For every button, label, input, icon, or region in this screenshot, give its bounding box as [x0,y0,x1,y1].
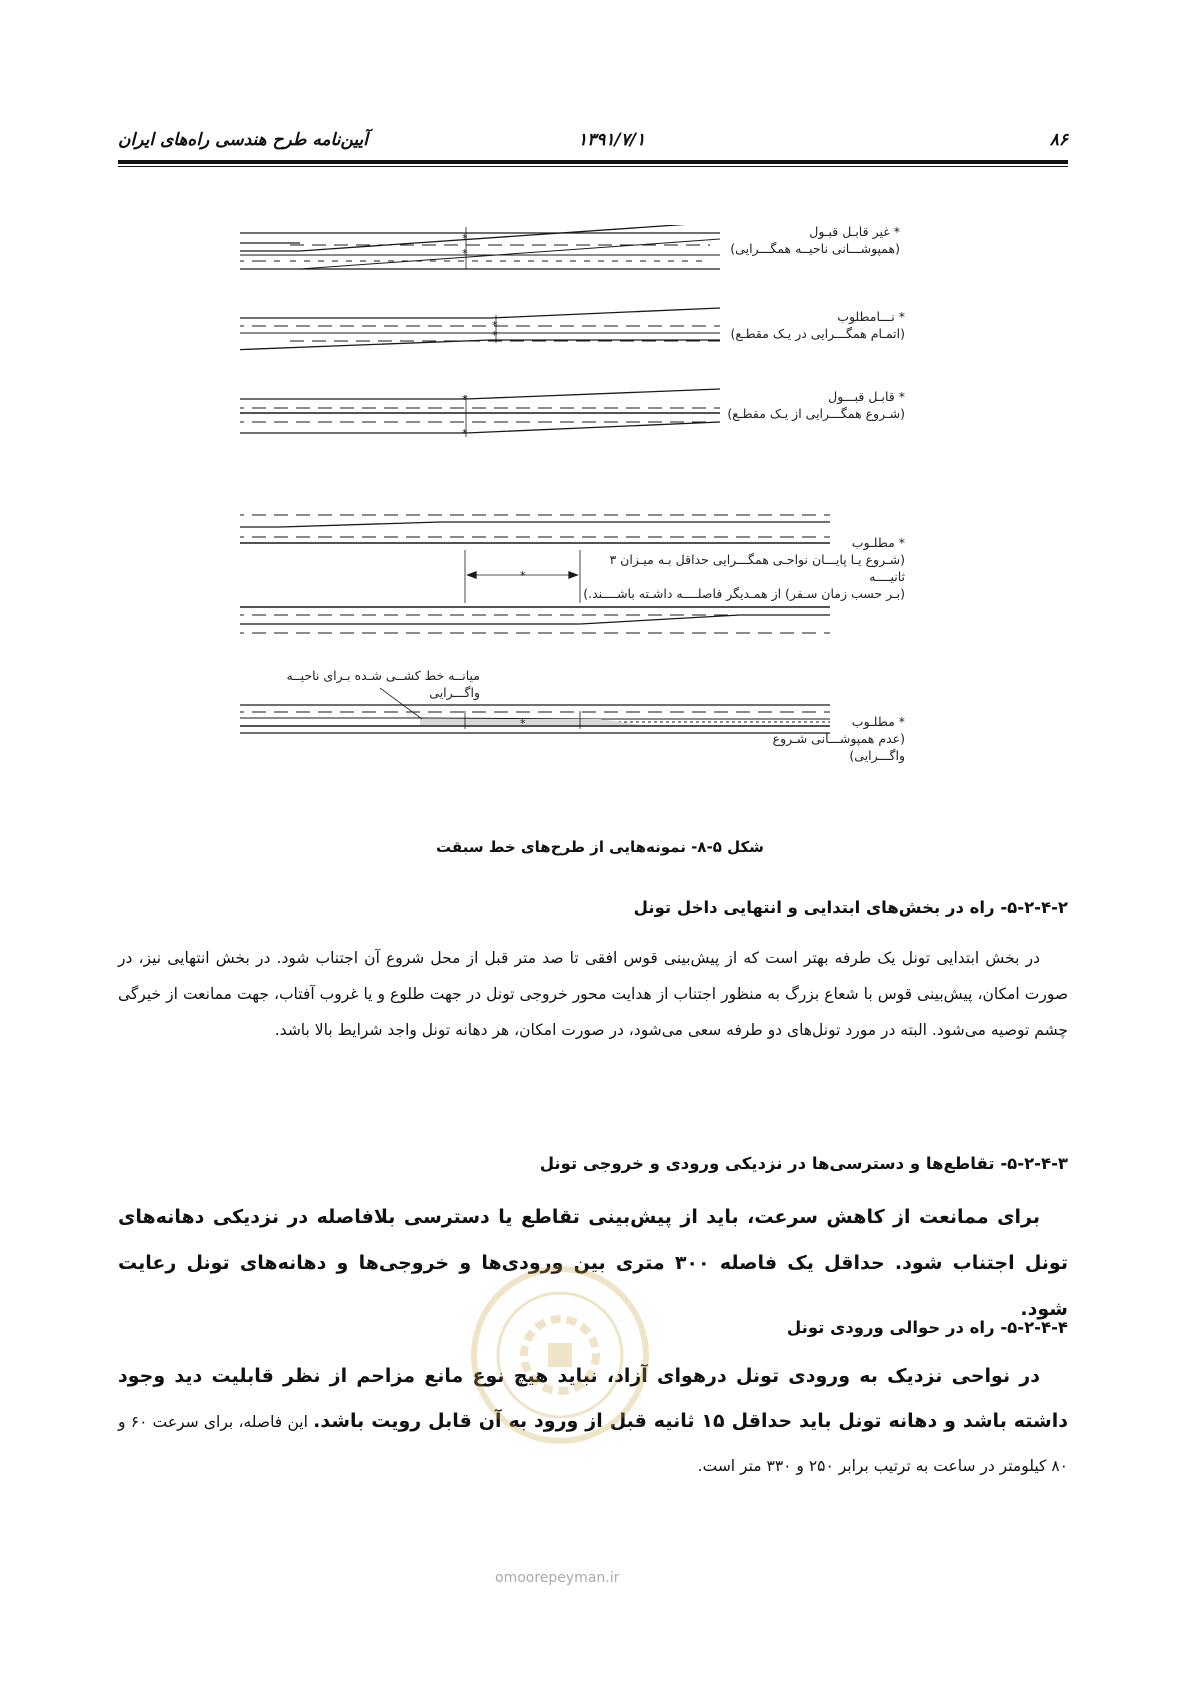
bold-text: در نواحی نزدیک به ورودی تونل درهوای آزاد، نباید هیچ نوع مانع مزاحم از نظر قابلیت دید وجود داشته باشد و دهانه تونل باید حداقل ۱۵ ثانیه قبل از ورود به آن قابل رویت باشد. [118,1365,1068,1432]
section-paragraph-1: در بخش ابتدایی تونل یک طرفه بهتر است که از پیش‌بینی قوس افقی تا صد متر قبل از محل شروع آن اجتناب شود. در بخش انتهایی نیز، در صورت امکان، پیش‌بینی قوس با شعاع بزرگ به منظور اجتناب از هدایت محور خروجی تونل در جهت طلوع و یا غروب آفتاب، جهت ممانعت از خیرگی چشم توصیه می‌شود. البته در مورد تونل‌های دو طرفه سعی می‌شود، در صورت امکان، هر دهانه تونل واجد شرایط بالا باشد. [118,949,1068,1039]
diagram-case-1 [240,225,720,269]
marker: * [462,393,468,406]
marker: * [520,717,526,730]
marker: * [462,232,468,245]
figure-caption: شکل ۵-۸- نمونه‌هایی از طرح‌های خط سبقت [436,838,764,856]
case3-label: * قابـل قبـــول (شـروع همگـــرایی از یـک مقطـع) [727,389,905,421]
diagram-case-3 [240,389,720,440]
section-heading-1: ۵-۲-۴-۲- راه در بخش‌های ابتدایی و انتهایی داخل تونل [633,898,1068,917]
header-rule [118,160,1068,164]
page-header [118,130,1068,160]
case2-label: * نـــامطلوب (اتمـام همگـــرایی در یـک مقطـع) [730,309,905,341]
marker: * [492,319,498,332]
diagram-case-2 [240,308,720,350]
marker: * [462,427,468,440]
watermark-url: omoorepeyman.ir [495,1570,620,1586]
marker: * [462,247,468,260]
overtaking-lane-figure [240,225,1000,825]
case5-annotation: میانــه خط کشــی شـده بـرای ناحیــه واگـــرایی [286,668,480,700]
section-heading-2: ۵-۲-۴-۳- تقاطع‌ها و دسترسی‌ها در نزدیکی ورودی و خروجی تونل [539,1154,1068,1173]
document-title: آیین‌نامه طرح هندسی راه‌های ایران [118,130,368,150]
document-date: ۱۳۹۱/۷/۱ [578,130,646,150]
marker: * [492,329,498,342]
section-heading-3: ۵-۲-۴-۴- راه در حوالی ورودی تونل [786,1318,1068,1337]
section-paragraph-2: برای ممانعت از کاهش سرعت، باید از پیش‌بینی تقاطع یا دسترسی بلافاصله در نزدیکی دهانه‌های تونل اجتناب شود. حداقل یک فاصله ۳۰۰ متری بین ورودی‌ها و خروجی‌ها و دهانه‌های تونل رعایت شود. [118,1206,1068,1320]
seal-icon [470,1265,650,1445]
case4-label: * مطلـوب (شـروع یـا پایـــان نواحـی همگـــرایی حداقل بـه میـزان ۳ ثانیــــه (بـر حسب زمان سـفر) از همـدیگر فاصلــــه داشـته باشــــند.) [583,535,905,601]
header-rule-thin [118,166,1068,167]
case5-label: * مطلـوب (عدم همپوشـــانی شـروع واگـــرایی) [772,714,905,763]
page-number: ۸۶ [1049,130,1068,150]
marker: * [520,569,526,582]
watermark-seal [470,1265,650,1445]
normal-text: این فاصله، برای سرعت ۶۰ و ۸۰ کیلومتر در ساعت به ترتیب برابر ۲۵۰ و ۳۳۰ متر است. [118,1413,1068,1475]
case1-label: * غیر قابـل قبـول (همپوشـــانی ناحیــه همگـــرایی) [730,224,900,256]
